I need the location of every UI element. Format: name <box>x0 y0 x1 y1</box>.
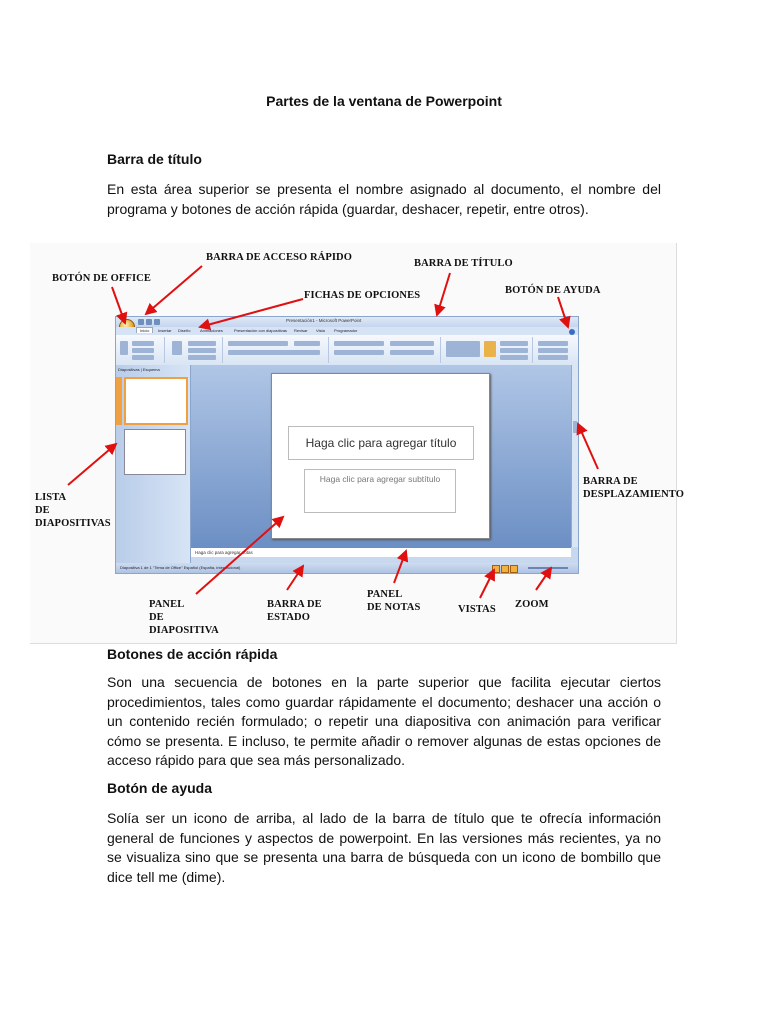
selected-slide-marker <box>116 377 122 425</box>
pp-title-text: Presentación1 - Microsoft PowerPoint <box>286 318 362 323</box>
label-barra-titulo: BARRA DE TÍTULO <box>414 258 513 269</box>
ribbon-group-paragraph <box>330 337 441 363</box>
scroll-thumb[interactable] <box>573 421 577 433</box>
slide-thumbnail[interactable] <box>124 429 186 475</box>
tab-revisar[interactable]: Revisar <box>294 328 308 333</box>
label-boton-ayuda: BOTÓN DE AYUDA <box>505 285 601 296</box>
label-panel-diapositiva: PANEL DE DIAPOSITIVA <box>149 599 219 636</box>
slide-subtitle-placeholder[interactable]: Haga clic para agregar subtítulo <box>304 469 456 513</box>
ribbon-group-drawing <box>442 337 533 363</box>
redo-icon[interactable] <box>154 319 160 325</box>
heading-boton-ayuda: Botón de ayuda <box>107 780 213 796</box>
status-bar <box>116 563 578 573</box>
label-vistas: VISTAS <box>458 604 496 615</box>
heading-barra-titulo: Barra de título <box>107 151 202 167</box>
notes-panel[interactable]: Haga clic para agregar notas <box>191 547 571 557</box>
tab-animaciones[interactable]: Animaciones <box>200 328 223 333</box>
pp-title-bar <box>116 317 578 327</box>
slide-title-placeholder[interactable]: Haga clic para agregar título <box>288 426 474 460</box>
undo-icon[interactable] <box>146 319 152 325</box>
tab-presentacion[interactable]: Presentación con diapositivas <box>234 328 287 333</box>
slide-stage <box>191 365 571 547</box>
ribbon-group-slides <box>166 337 223 363</box>
label-barra-desplazamiento: BARRA DE DESPLAZAMIENTO <box>583 476 684 500</box>
slide-thumbnail[interactable] <box>124 377 188 425</box>
zoom-slider[interactable] <box>528 567 568 569</box>
paragraph-botones-accion: Son una secuencia de botones en la parte superior que facilita ejecutar ciertos procedimientos, tales como guardar rápidamente el documento; deshacer una acción o un contenido recién formulado; o repetir una diapositiva con animación para verificar cómo se presenta. E incluso, te permite añadir o remover algunas de estas opciones de acceso rápido para que sea más personalizado. <box>107 674 661 768</box>
label-boton-office: BOTÓN DE OFFICE <box>52 273 151 284</box>
slide-list-panel <box>116 365 191 563</box>
paragraph-barra-titulo: En esta área superior se presenta el nombre asignado al documento, el nombre del programa y botones de acción rápida (guardar, deshacer, repetir, entre otros). <box>107 181 661 217</box>
label-barra-estado: BARRA DE ESTADO <box>267 599 322 623</box>
save-icon[interactable] <box>138 319 144 325</box>
slideshow-view-icon[interactable] <box>510 565 518 573</box>
pp-ribbon-tabs <box>116 327 578 335</box>
label-lista-diapositivas: LISTA DE DIAPOSITIVAS <box>35 492 111 529</box>
vertical-scrollbar[interactable] <box>571 365 578 547</box>
pp-ribbon <box>116 335 578 366</box>
tab-diseno[interactable]: Diseño <box>178 328 191 333</box>
label-barra-acceso: BARRA DE ACCESO RÁPIDO <box>206 252 353 263</box>
label-fichas: FICHAS DE OPCIONES <box>304 290 421 301</box>
slide-panel[interactable] <box>271 373 490 539</box>
label-zoom: ZOOM <box>515 599 549 610</box>
tab-insertar[interactable]: Insertar <box>158 328 172 333</box>
paragraph-boton-ayuda: Solía ser un icono de arriba, al lado de la barra de título que te ofrecía información general de funciones y aspectos de powerpoint. En las versiones más recientes, ya no se visualiza sino que se presenta una barra de búsqueda con un icono de bombillo que dice tell me (dime). <box>107 810 661 885</box>
normal-view-icon[interactable] <box>492 565 500 573</box>
heading-botones-accion: Botones de acción rápida <box>107 646 278 662</box>
label-panel-notas: PANEL DE NOTAS <box>367 589 421 613</box>
panel-tabs[interactable]: Diapositivas | Esquema <box>118 367 160 372</box>
tab-inicio[interactable]: Inicio <box>136 327 153 333</box>
ribbon-group-font <box>224 337 329 363</box>
powerpoint-window <box>115 316 579 574</box>
tab-programador[interactable]: Programador <box>334 328 358 333</box>
ribbon-group-edit <box>534 337 576 363</box>
ribbon-group-clipboard <box>116 337 165 363</box>
document-title: Partes de la ventana de Powerpoint <box>266 93 502 109</box>
status-text: Diapositiva 1 de 1 "Tema de Office" Español (España, internacional) <box>120 565 241 570</box>
sorter-view-icon[interactable] <box>501 565 509 573</box>
tab-vista[interactable]: Vista <box>316 328 325 333</box>
